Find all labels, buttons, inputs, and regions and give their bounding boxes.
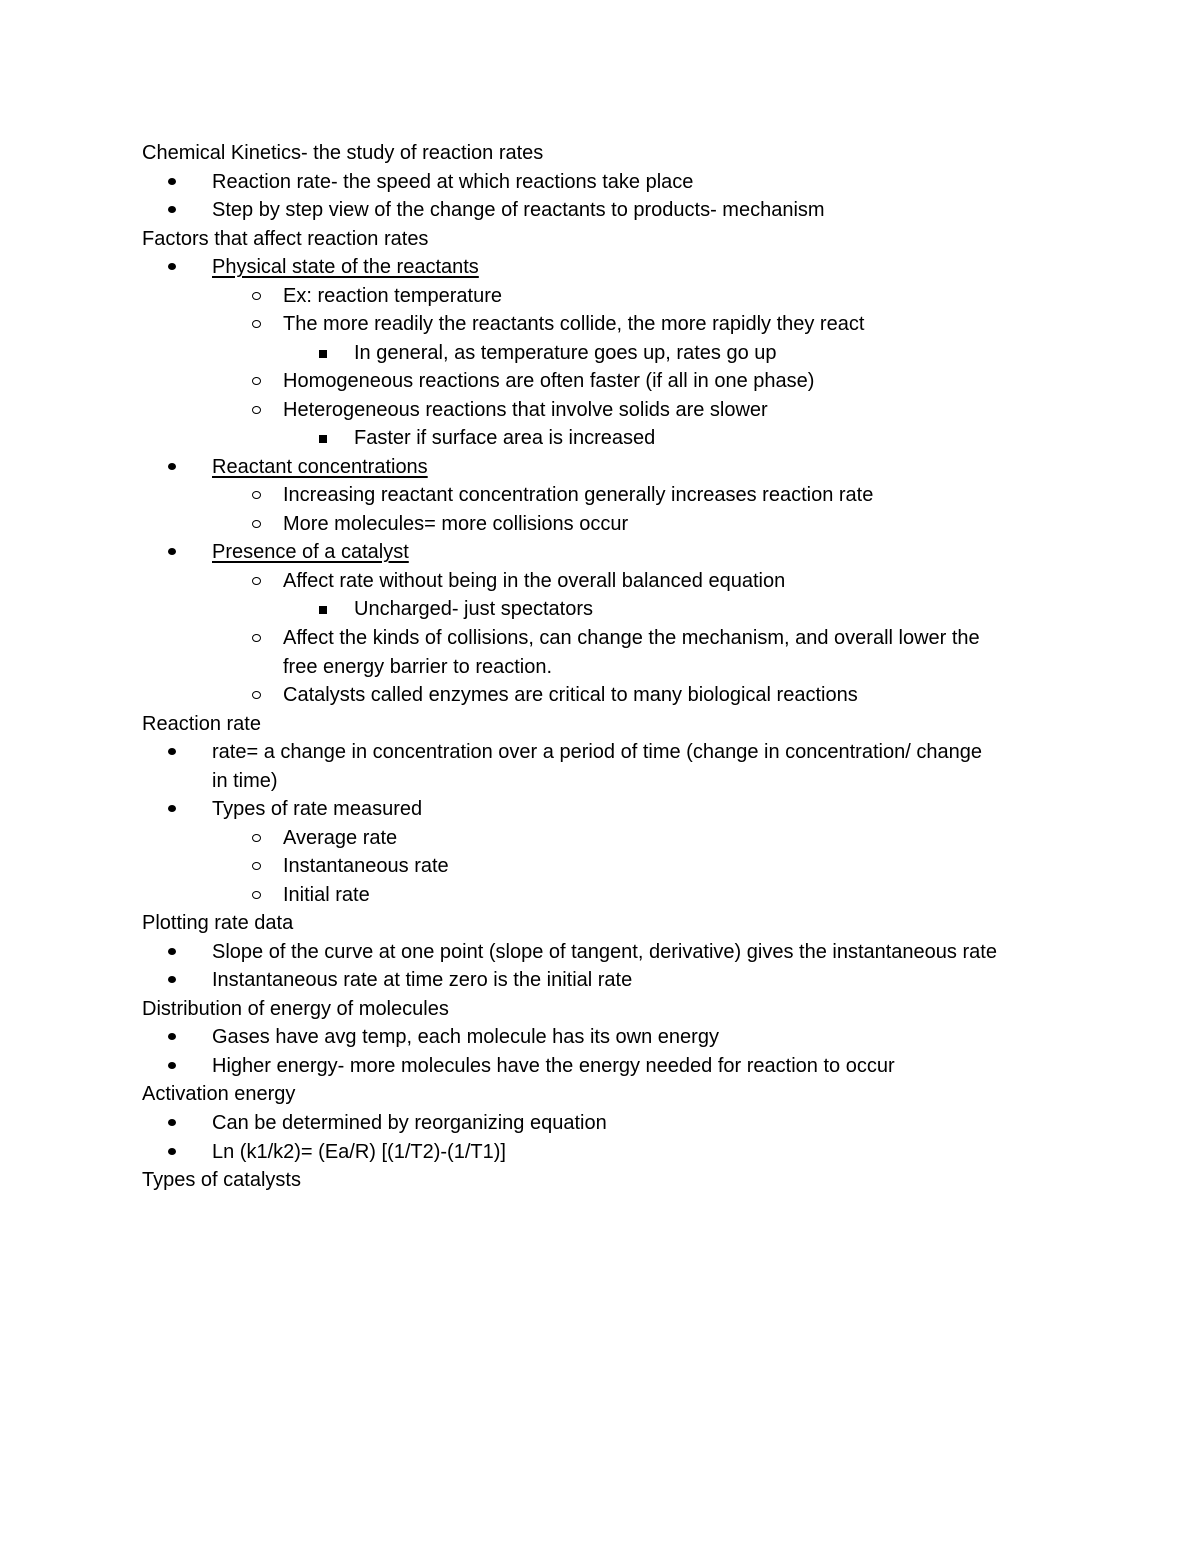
line-text: Affect the kinds of collisions, can change the mechanism, and overall lower the xyxy=(283,627,980,649)
bullet-disc-icon xyxy=(168,178,176,185)
bullet-disc-icon xyxy=(168,748,176,755)
bullet-disc-icon xyxy=(168,206,176,213)
line-text: Types of catalysts xyxy=(142,1169,301,1192)
line-text: Instantaneous rate at time zero is the initial rate xyxy=(212,969,633,992)
line-text: Reaction rate xyxy=(142,712,261,735)
bullet-circle-icon xyxy=(252,834,261,842)
line-text: Distribution of energy of molecules xyxy=(142,997,449,1020)
line-text: Uncharged- just spectators xyxy=(354,598,594,621)
line-text: Slope of the curve at one point (slope of tangent, derivative) gives the instantaneous rate xyxy=(212,940,997,963)
bullet-disc-icon xyxy=(168,1033,176,1040)
line-text: free energy barrier to reaction. xyxy=(283,655,553,678)
line-text: Chemical Kinetics- the study of reaction rates xyxy=(142,142,544,164)
bullet-circle-icon xyxy=(252,292,261,300)
line-text: Affect rate without being in the overall balanced equation xyxy=(283,569,786,592)
bullet-circle-icon xyxy=(252,577,261,585)
line-text: Gases have avg temp, each molecule has its own energy xyxy=(212,1026,719,1049)
line-text: Types of rate measured xyxy=(212,798,423,821)
line-text: Average rate xyxy=(283,826,398,849)
bullet-disc-icon xyxy=(168,1119,176,1126)
line-text: Instantaneous rate xyxy=(283,855,449,878)
line-text: Activation energy xyxy=(142,1083,296,1106)
line-text: Can be determined by reorganizing equation xyxy=(212,1112,607,1135)
bullet-disc-icon xyxy=(168,1148,176,1155)
bullet-circle-icon xyxy=(252,520,261,528)
bullet-circle-icon xyxy=(252,320,261,328)
bullet-square-icon xyxy=(319,606,327,614)
line-text: Catalysts called enzymes are critical to many biological reactions xyxy=(283,684,858,707)
line-text: Reaction rate- the speed at which reactions take place xyxy=(212,170,694,193)
line-text: Reactant concentrations xyxy=(212,455,428,478)
bullet-circle-icon xyxy=(252,406,261,414)
bullet-disc-icon xyxy=(168,805,176,812)
line-text: Initial rate xyxy=(283,883,370,906)
bullet-circle-icon xyxy=(252,891,261,899)
bullet-disc-icon xyxy=(168,548,176,555)
line-text: Presence of a catalyst xyxy=(212,541,409,564)
line-text: Factors that affect reaction rates xyxy=(142,227,429,250)
line-text: The more readily the reactants collide, the more rapidly they react xyxy=(283,313,865,336)
line-text: Higher energy- more molecules have the energy needed for reaction to occur xyxy=(212,1054,895,1077)
line-text: Heterogeneous reactions that involve solids are slower xyxy=(283,398,768,421)
bullet-disc-icon xyxy=(168,463,176,470)
bullet-circle-icon xyxy=(252,862,261,870)
bullet-disc-icon xyxy=(168,976,176,983)
bullet-disc-icon xyxy=(168,263,176,270)
line-text: Homogeneous reactions are often faster (if all in one phase) xyxy=(283,370,815,393)
line-text: Plotting rate data xyxy=(142,912,294,935)
bullet-disc-icon xyxy=(168,948,176,955)
line-text: in time) xyxy=(212,769,278,792)
bullet-circle-icon xyxy=(252,634,261,642)
bullet-disc-icon xyxy=(168,1062,176,1069)
line-text: Ex: reaction temperature xyxy=(283,284,502,307)
line-text: rate= a change in concentration over a period of time (change in concentration/ change xyxy=(212,741,982,764)
line-text: Step by step view of the change of reactants to products- mechanism xyxy=(212,199,825,222)
bullet-square-icon xyxy=(319,350,327,358)
bullet-square-icon xyxy=(319,435,327,443)
line-text: Faster if surface area is increased xyxy=(354,427,656,450)
bullet-circle-icon xyxy=(252,491,261,499)
line-text: More molecules= more collisions occur xyxy=(283,512,629,535)
line-text: Physical state of the reactants xyxy=(212,256,479,279)
line-text: Increasing reactant concentration generally increases reaction rate xyxy=(283,484,874,507)
line-text: Ln (k1/k2)= (Ea/R) [(1/T2)-(1/T1)] xyxy=(212,1140,506,1163)
bullet-circle-icon xyxy=(252,691,261,699)
bullet-circle-icon xyxy=(252,377,261,385)
line-text: In general, as temperature goes up, rates go up xyxy=(354,341,777,364)
